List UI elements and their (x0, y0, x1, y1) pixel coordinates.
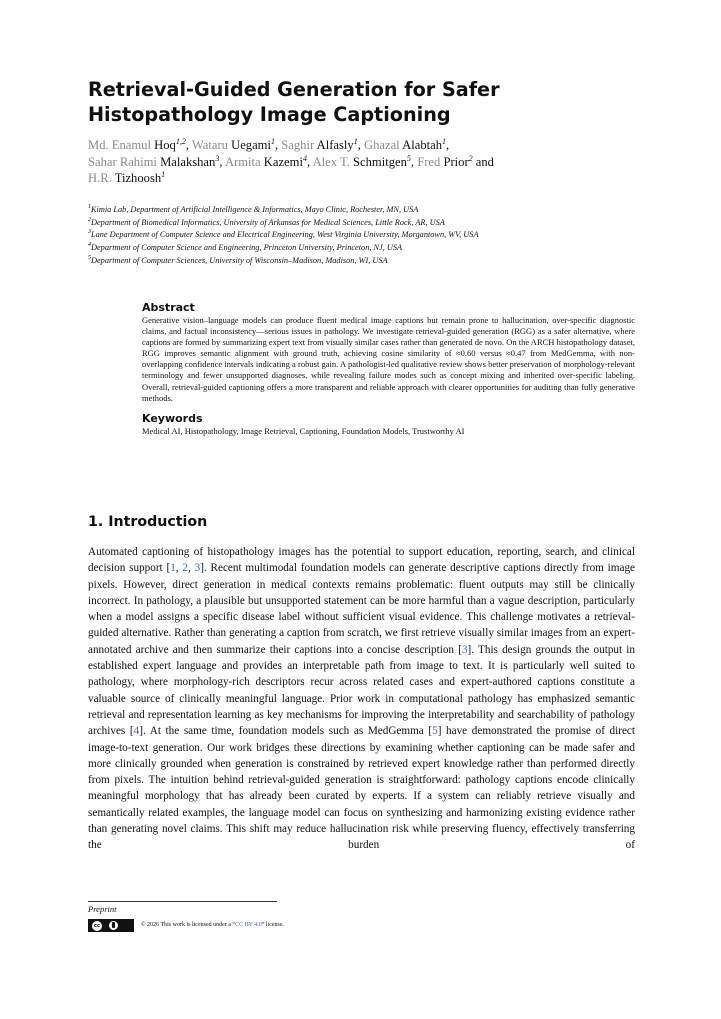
author: Md. Enamul Hoq$^{1,2}$, (88, 136, 192, 152)
attribution-icon (109, 921, 118, 930)
abstract-text: Generative vision–language models can produce fluent medical image captions but remain prone to hallucination, over-specific diagnostic claims, and factual inconsistency—serious issues in pathology. We investigate retrieval-guided generation (RGG) as a safer alternative, where captions are formed by summarizing expert text from visually similar cases rather than generated de novo. On the ARCH histopathology dataset, RGG improves semantic alignment with ground truth, achieving cosine similarity of ≈0.60 versus ≈0.47 from MedGemma, with non-overlapping confidence intervals indicating a robust gain. A pathologist-led qualitative review shows better preservation of morphology-relevant terminology and fewer unsupported diagnoses, while revealing failure modes such as concept mixing and inherited over-specific labeling. Overall, retrieval-guided captioning offers a more transparent and reliable approach with clearer opportunities for auditing than fully generative methods. (142, 315, 635, 403)
citation-link[interactable]: 4 (133, 725, 140, 738)
citation-link[interactable]: 3 (194, 562, 201, 575)
footnote-rule (88, 901, 277, 902)
author-list (88, 137, 648, 187)
author: Saghir Alfasly$^1$, (281, 136, 365, 152)
affiliation: $^5$Department of Computer Sciences, University of Wisconsin–Madison, Madison, WI, USA (88, 255, 388, 265)
cc-icon: cc (91, 920, 103, 932)
author: H.R. Tizhoosh$^1$ (88, 169, 166, 185)
citation-link[interactable]: 5 (432, 725, 438, 738)
citation-link[interactable]: 3 (461, 643, 468, 656)
abstract-heading: Abstract (142, 301, 195, 314)
author: Wataru Uegami$^1$, (191, 136, 282, 152)
keywords-heading: Keywords (142, 411, 203, 425)
author: Fred Prior$^2$ and (417, 153, 494, 169)
license-link[interactable]: CC BY 4.0 (235, 922, 262, 928)
affiliation: $^3$Lane Department of Computer Science and Electrical Engineering, West Virginia University, Morgantown, WV, USA (88, 229, 479, 240)
cc-by-badge[interactable] (88, 919, 134, 932)
author: Armita Kazemi$^4$, (224, 153, 313, 169)
affiliation-list (88, 204, 648, 268)
section-heading: 1. Introduction (88, 514, 208, 530)
paper-title: Retrieval-Guided Generation for Safer Histopathology Image Captioning (88, 78, 500, 126)
introduction-paragraph: Automated captioning of histopathology images has the potential to support education, reporting, search, and clinical decision support [1, 2, 3]. Recent multimodal foundation models can generate descriptive captions directly from image pixels. However, direct generation in medical contexts remains problematic: fluent outputs may still be clinically incorrect. In pathology, a plausible but unsupported statement can be more harmful than a vague description, particularly when a model assigns a specific disease label without sufficient visual evidence. This challenge motivates a retrieval-guided alternative. Rather than generating a caption from scratch, we first retrieve visually similar images from an expert-annotated archive and then summarize their captions into a concise description [3]. This design grounds the output in established expert language and provides an interpretable path from image to text. It is particularly well suited to pathology, where morphology-rich descriptors recur across related cases and expert-authored captions constitute a valuable source of clinically meaningful language. Prior work in computational pathology has emphasized semantic retrieval and representation learning as key mechanisms for improving the interpretability and searchability of pathology archives [4]. At the same time, foundation models such as MedGemma [5] have demonstrated the promise of direct image-to-text generation. Our work bridges these directions by examining whether captioning can be made safer and more clinically grounded when generation is constrained by retrieved expert knowledge rather than performed directly from pixels. The intuition behind retrieval-guided generation is straightforward: pathology captions encode clinically meaningful morphology that has already been curated by experts. If a system can reliably retrieve visually and semantically related examples, the language model can focus on synthesizing and harmonizing existing evidence rather than generating novel claims. This shift may reduce hallucination risk while preserving fluency, effectively transferring the burden of (88, 546, 636, 852)
affiliation: $^4$Department of Computer Science and Engineering, Princeton University, Princeton, NJ, USA (88, 242, 403, 253)
citation-link[interactable]: 1 (170, 562, 176, 575)
affiliation: $^1$Kimia Lab, Department of Artificial Intelligence & Informatics, Mayo Clinic, Rochester, MN, USA (88, 204, 419, 214)
license-notice: © 2026 This work is licensed under a “CC BY 4.0” license. (141, 922, 285, 928)
preprint-label: Preprint (88, 904, 117, 914)
citation-link[interactable]: 2 (182, 562, 188, 575)
author: Ghazal Alabtah$^1$, (364, 136, 450, 152)
author: Alex T. Schmitgen$^5$, (312, 153, 418, 169)
affiliation: $^2$Department of Biomedical Informatics, University of Arkansas for Medical Sciences, Little Rock, AR, USA (88, 216, 445, 227)
keywords-text: Medical AI, Histopathology, Image Retrieval, Captioning, Foundation Models, Trustworthy AI (142, 425, 465, 436)
author: Sahar Rahimi Malakshan$^3$, (88, 153, 225, 169)
abstract-section (142, 300, 635, 437)
